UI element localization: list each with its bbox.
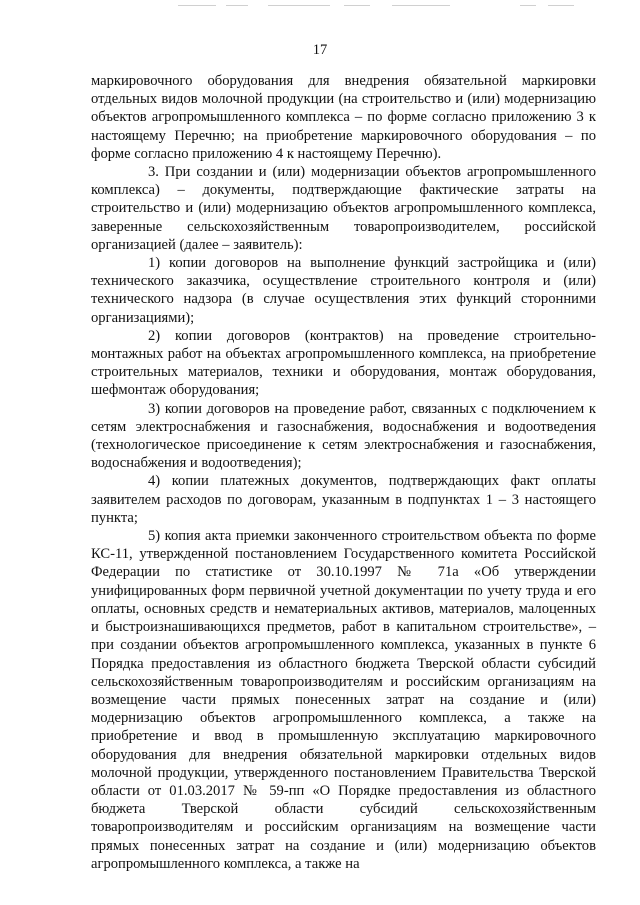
paragraph-item-3: 3. При создании и (или) модернизации объектов агропромышленного комплекса) – документы, подтверждающие фактические затраты на строительство и (или) модернизацию объектов агропромышленного комплекса, заверенные сельскохозяйственным товаропроизводителем, российской организацией (далее – заявитель):	[91, 164, 596, 253]
subitem-3: 3) копии договоров на проведение работ, связанных с подключением к сетям электроснабжения и газоснабжения, водоснабжения и водоотведения (технологическое присоединение к сетям электроснабжения и газоснабжения, водоснабжения и водоотведения);	[91, 400, 596, 472]
document-body	[91, 72, 596, 873]
subitem-1: 1) копии договоров на выполнение функций застройщика и (или) технического заказчика, осуществление строительного контроля и (или) технического надзора (в случае осуществления этих функций сторонними организациями);	[91, 255, 596, 326]
subitem-4: 4) копии платежных документов, подтверждающих факт оплаты заявителем расходов по договорам, указанным в подпунктах 1 – 3 настоящего пункта;	[91, 473, 596, 526]
page-number: 17	[312, 42, 328, 58]
scan-header-noise	[0, 3, 640, 9]
paragraph-continuation: маркировочного оборудования для внедрения обязательной маркировки отдельных видов молочной продукции (на строительство и (или) модернизацию объектов агропромышленного комплекса – по форме согласно приложению 3 к настоящему Перечню; на приобретение маркировочного оборудования – по форме согласно приложению 4 к настоящему Перечню).	[91, 73, 596, 162]
subitem-5: 5) копия акта приемки законченного строительством объекта по форме КС-11, утвержденной постановлением Государственного комитета Российской Федерации по статистике от 30.10.1997 № 71а «Об утверждении унифицированных форм первичной учетной документации по учету труда и его оплаты, основных средств и нематериальных активов, материалов, малоценных и быстроизнашивающихся предметов, работ в капитальном строительстве», – при создании объектов агропромышленного комплекса, указанных в пункте 6 Порядка предоставления из областного бюджета Тверской области субсидий сельскохозяйственным товаропроизводителям и российским организациям на возмещение части прямых понесенных затрат на создание и (или) модернизацию объектов агропромышленного комплекса, а также на приобретение и ввод в промышленную эксплуатацию маркировочного оборудования для внедрения обязательной маркировки отдельных видов молочной продукции, утвержденного постановлением Правительства Тверской области от 01.03.2017 № 59-пп «О Порядке предоставления из областного бюджета Тверской области субсидий сельскохозяйственным товаропроизводителям и российским организациям на возмещение части прямых понесенных затрат на создание и (или) модернизацию объектов агропромышленного комплекса, а также на	[91, 528, 596, 872]
subitem-2: 2) копии договоров (контрактов) на проведение строительно-монтажных работ на объектах агропромышленного комплекса, на приобретение строительных материалов, техники и оборудования, монтаж оборудования, шефмонтаж оборудования;	[91, 327, 596, 399]
